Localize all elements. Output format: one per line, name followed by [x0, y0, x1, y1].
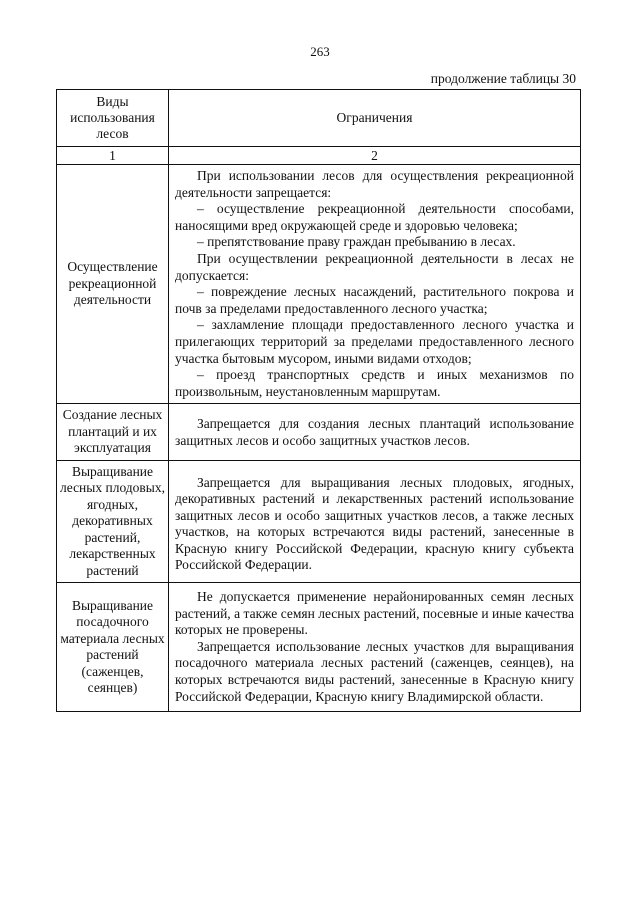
- table-row: [57, 583, 581, 712]
- header-usage-types: Виды использования лесов: [57, 90, 169, 147]
- restriction-paragraph: – препятствование праву граждан пребыванию в лесах.: [197, 234, 516, 250]
- restriction-paragraph: Запрещается для создания лесных плантаций использование защитных лесов и особо защитных участков лесов.: [175, 416, 574, 448]
- header-restrictions: Ограничения: [169, 90, 581, 147]
- restriction-paragraph: – захламление площади предоставленного лесного участка и прилегающих территорий за пределами предоставленного лесного участка бытовым мусором, иными видами отходов;: [175, 317, 574, 366]
- page-number: 263: [310, 44, 330, 59]
- table-row: [57, 165, 581, 404]
- restriction-paragraph: – повреждение лесных насаждений, растительного покрова и почв за пределами предоставленного лесного участка;: [175, 284, 574, 316]
- column-number-1: 1: [57, 147, 169, 165]
- restrictions-text: [169, 404, 581, 460]
- restrictions-text: [169, 583, 581, 712]
- restriction-paragraph: – проезд транспортных средств и иных механизмов по произвольным, неустановленным маршрутам.: [175, 367, 574, 399]
- restrictions-text: [169, 165, 581, 404]
- table-header-row: [57, 90, 581, 147]
- usage-type-name: Выращивание посадочного материала лесных растений (саженцев, сеянцев): [57, 583, 169, 712]
- restrictions-text: [169, 460, 581, 583]
- restriction-paragraph: При использовании лесов для осуществления рекреационной деятельности запрещается:: [175, 168, 574, 200]
- restriction-paragraph: Не допускается применение нерайонированных семян лесных растений, а также семян лесных растений, посевные и иные качества которых не проверены.: [175, 589, 574, 638]
- restriction-paragraph: Запрещается использование лесных участков для выращивания посадочного материала лесных растений (саженцев, сеянцев), на которых встречаются виды растений, занесенные в Красную книгу Российской Федерации, Красную книгу Владимирской области.: [175, 638, 574, 704]
- restriction-paragraph: При осуществлении рекреационной деятельности в лесах не допускается:: [175, 250, 574, 283]
- usage-type-name: Выращивание лесных плодовых, ягодных, декоративных растений, лекарственных растений: [57, 460, 169, 583]
- restriction-paragraph: – осуществление рекреационной деятельности способами, наносящими вред окружающей среде и здоровью человека;: [175, 201, 574, 233]
- table-row: [57, 404, 581, 460]
- restriction-paragraph: Запрещается для выращивания лесных плодовых, ягодных, декоративных растений и лекарственных растений использование защитных лесов и особо защитных участков лесов, а также лесных участков, на которых встречаются виды растений, занесенные в Красную книгу Российской Федерации, красную книгу субъекта Российской Федерации.: [175, 474, 574, 573]
- usage-type-name: Создание лесных плантаций и их эксплуатация: [57, 404, 169, 460]
- restrictions-table: [56, 89, 581, 712]
- table-continuation-note: продолжение таблицы 30: [430, 71, 576, 86]
- column-number-row: [57, 147, 581, 165]
- column-number-2: 2: [169, 147, 581, 165]
- usage-type-name: Осуществление рекреационной деятельности: [57, 165, 169, 404]
- table-row: [57, 460, 581, 583]
